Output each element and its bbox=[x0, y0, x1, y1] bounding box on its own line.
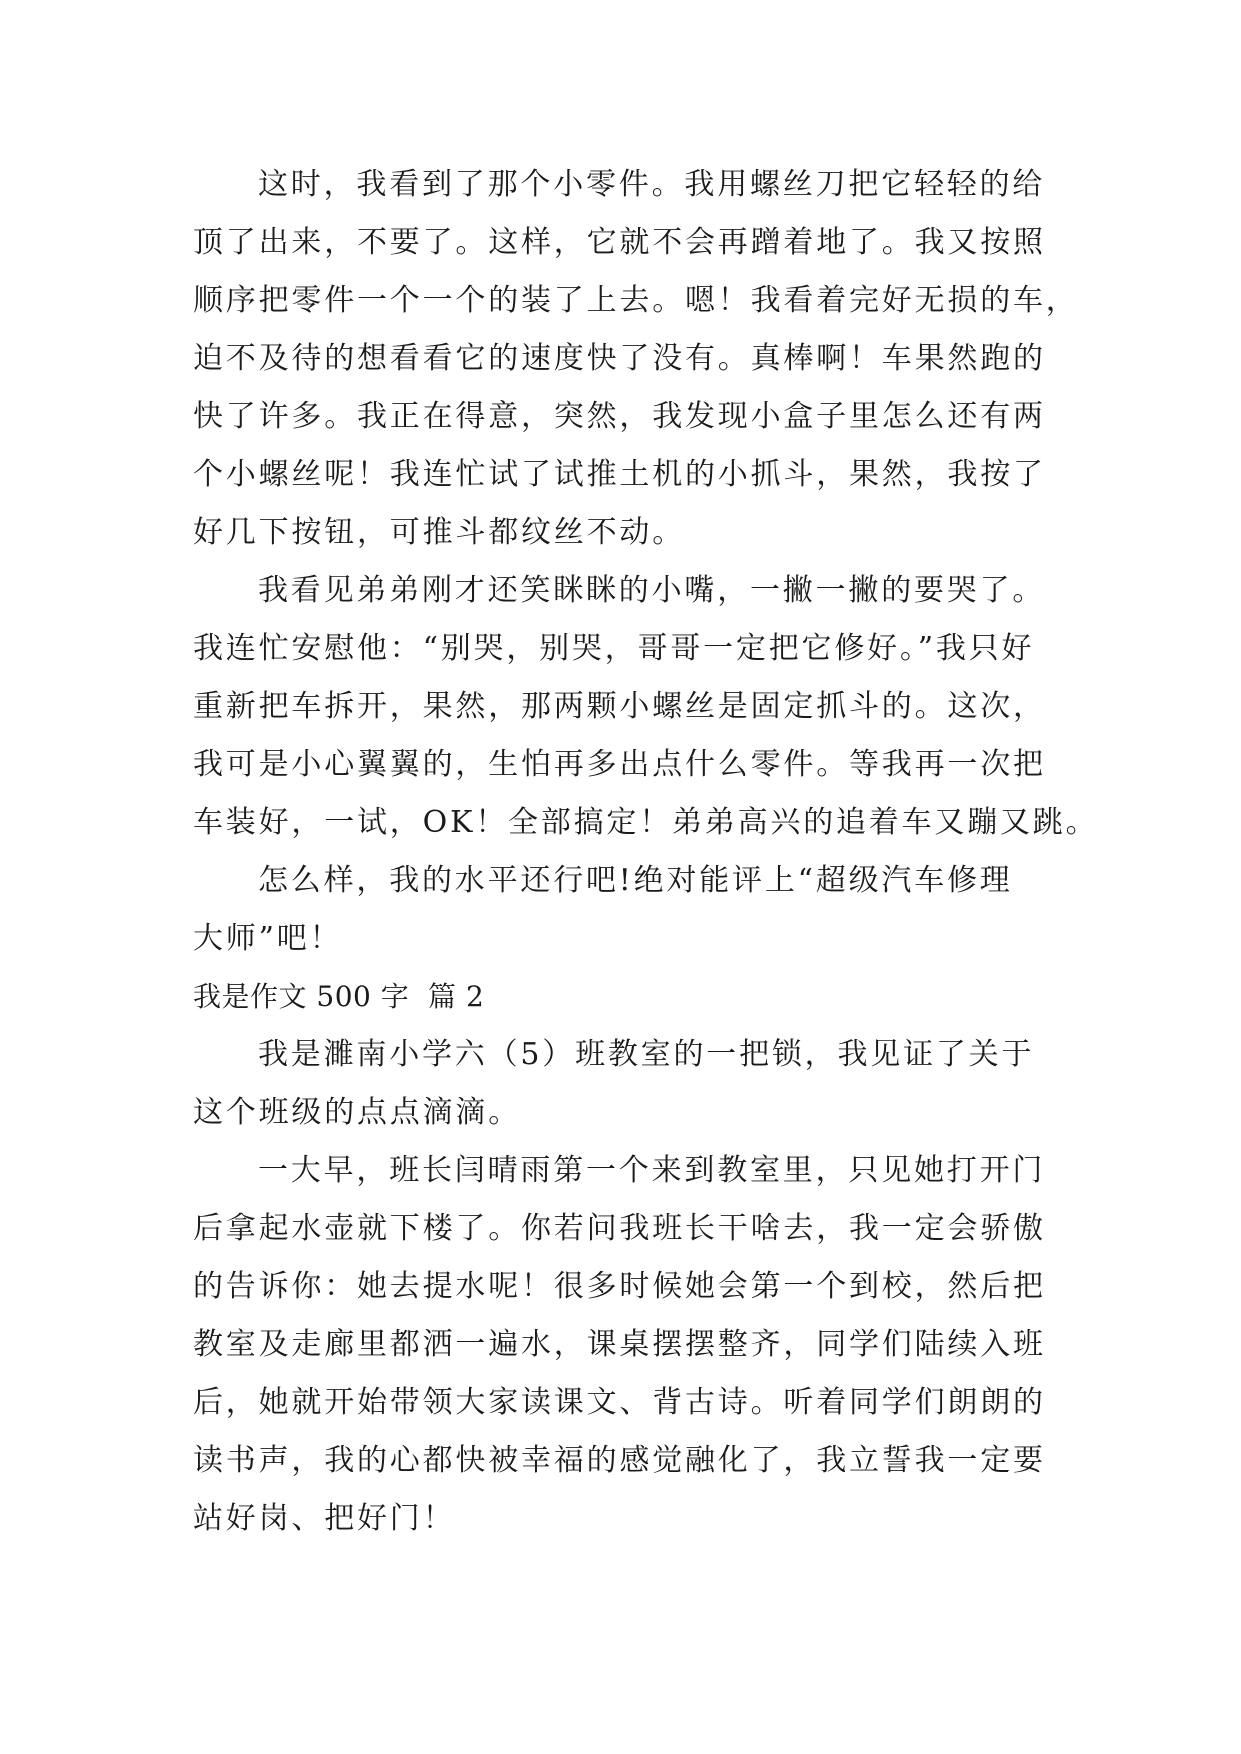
text-line: 这时，我看到了那个小零件。我用螺丝刀把它轻轻的给 bbox=[258, 167, 1046, 202]
text-line: 迫不及待的想看看它的速度快了没有。真棒啊！车果然跑的 bbox=[193, 341, 1046, 376]
text-line: 后，她就开始带领大家读课文、背古诗。听着同学们朗朗的 bbox=[193, 1385, 1046, 1420]
text-line: 大师”吧！ bbox=[193, 921, 343, 956]
paragraph bbox=[0, 1142, 1241, 1548]
text-line: 教室及走廊里都洒一遍水，课桌摆摆整齐，同学们陆续入班 bbox=[193, 1327, 1046, 1362]
text-line: 顶了出来，不要了。这样，它就不会再蹭着地了。我又按照 bbox=[193, 225, 1046, 260]
paragraph bbox=[0, 156, 1241, 562]
text-line: 后拿起水壶就下楼了。你若问我班长干啥去，我一定会骄傲 bbox=[193, 1211, 1046, 1246]
text-line: 我连忙安慰他：“别哭，别哭，哥哥一定把它修好。”我只好 bbox=[193, 631, 1035, 666]
text-line: 的告诉你：她去提水呢！很多时候她会第一个到校，然后把 bbox=[193, 1269, 1046, 1304]
text-line: 顺序把零件一个一个的装了上去。嗯！我看着完好无损的车， bbox=[193, 283, 1079, 318]
text-line: 我可是小心翼翼的，生怕再多出点什么零件。等我再一次把 bbox=[193, 747, 1046, 782]
text-line: 个小螺丝呢！我连忙试了试推土机的小抓斗，果然，我按了 bbox=[193, 457, 1046, 492]
text-line: 怎么样，我的水平还行吧!绝对能评上“超级汽车修理 bbox=[258, 863, 1013, 898]
paragraph bbox=[0, 1026, 1241, 1142]
text-line: 读书声，我的心都快被幸福的感觉融化了，我立誓我一定要 bbox=[193, 1443, 1046, 1478]
text-line: 站好岗、把好门！ bbox=[193, 1501, 456, 1536]
text-line: 好几下按钮，可推斗都纹丝不动。 bbox=[193, 515, 685, 550]
section-heading: 我是作文 500 字 篇 2 bbox=[193, 980, 485, 1013]
text-line: 这个班级的点点滴滴。 bbox=[193, 1095, 521, 1130]
text-line: 车装好，一试，OK！全部搞定！弟弟高兴的追着车又蹦又跳。 bbox=[193, 805, 1099, 840]
text-line: 我是濉南小学六（5）班教室的一把锁，我见证了关于 bbox=[258, 1037, 1035, 1072]
text-line: 快了许多。我正在得意，突然，我发现小盒子里怎么还有两 bbox=[193, 399, 1046, 434]
paragraph bbox=[0, 852, 1241, 968]
paragraph bbox=[0, 562, 1241, 852]
text-line: 我看见弟弟刚才还笑眯眯的小嘴，一撇一撇的要哭了。 bbox=[258, 573, 1046, 608]
text-line: 重新把车拆开，果然，那两颗小螺丝是固定抓斗的。这次， bbox=[193, 689, 1046, 724]
text-line: 一大早，班长闫晴雨第一个来到教室里，只见她打开门 bbox=[258, 1153, 1046, 1188]
